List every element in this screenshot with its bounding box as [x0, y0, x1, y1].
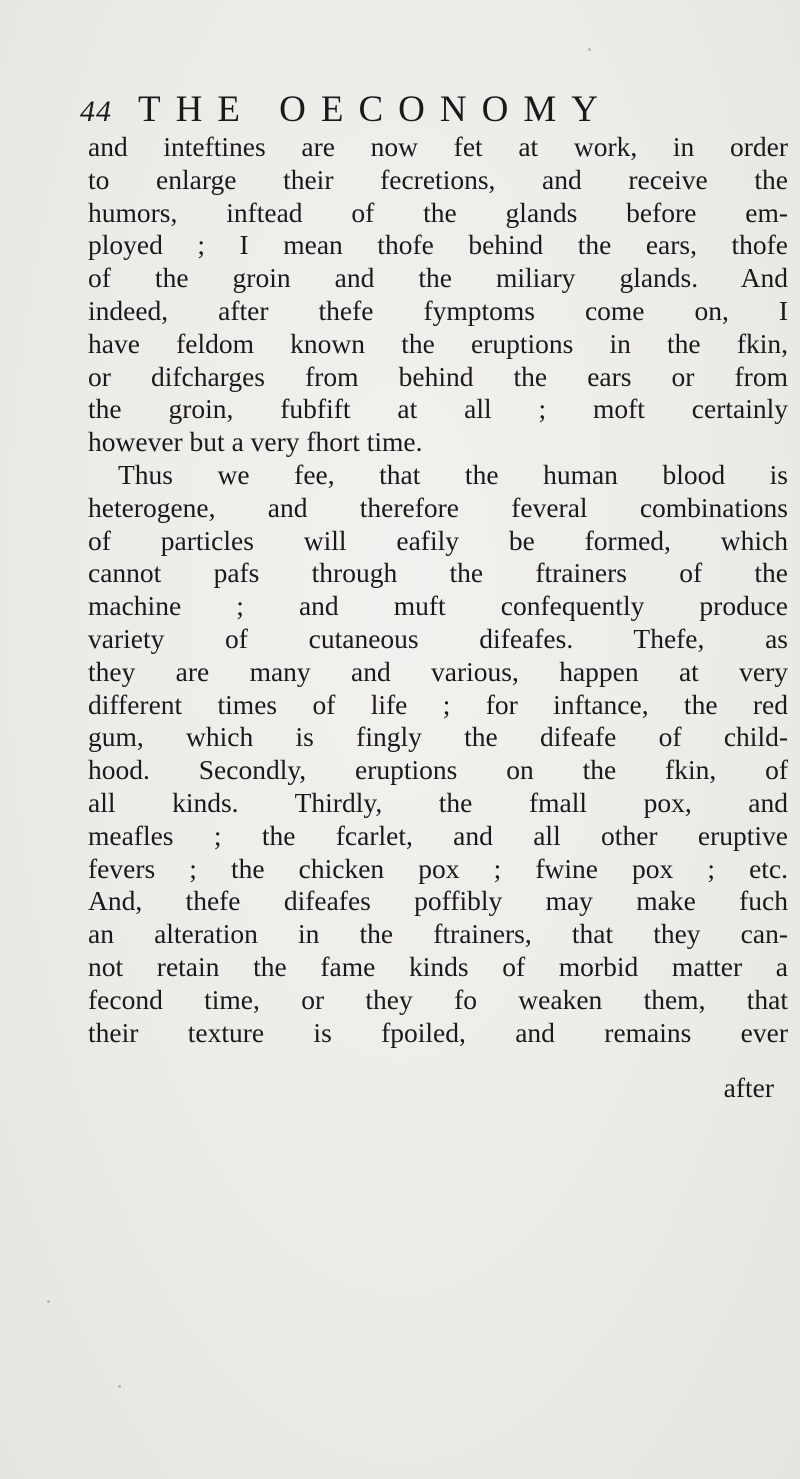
body-text	[88, 131, 788, 1049]
text-line: to enlarge their fecretions, and receive the	[88, 163, 788, 195]
text-line: of particles will eafily be formed, which	[88, 524, 788, 556]
text-line: have feldom known the eruptions in the fkin,	[88, 327, 788, 359]
text-line: meafles ; the fcarlet, and all other eruptive	[88, 819, 788, 851]
text-line: And, thefe difeafes poffibly may make fuch	[88, 885, 788, 917]
text-line: all kinds. Thirdly, the fmall pox, and	[88, 786, 788, 818]
text-line: they are many and various, happen at very	[88, 655, 788, 687]
text-line: machine ; and muft confequently produce	[88, 590, 788, 622]
text-line: of the groin and the miliary glands. And	[88, 262, 788, 294]
text-line: their texture is fpoiled, and remains ever	[88, 1016, 788, 1048]
text-line: fevers ; the chicken pox ; fwine pox ; etc.	[88, 852, 788, 884]
text-line: ployed ; I mean thofe behind the ears, thofe	[88, 229, 788, 261]
text-line: humors, inftead of the glands before em-	[88, 196, 788, 228]
text-line: the groin, fubfift at all ; moft certainly	[88, 393, 788, 425]
text-line: however but a very fhort time.	[88, 426, 423, 458]
running-head: THE OECONOMY	[138, 89, 613, 130]
text-line: heterogene, and therefore feveral combinations	[88, 491, 788, 523]
text-line: hood. Secondly, eruptions on the fkin, of	[88, 754, 788, 786]
text-line: Thus we fee, that the human blood is	[118, 458, 788, 490]
text-line: cannot pafs through the ftrainers of the	[88, 557, 788, 589]
text-line: an alteration in the ftrainers, that they can-	[88, 918, 788, 950]
text-line: gum, which is fingly the difeafe of child-	[88, 721, 788, 753]
text-line: variety of cutaneous difeafes. Thefe, as	[88, 622, 788, 654]
text-line: fecond time, or they fo weaken them, that	[88, 983, 788, 1015]
paper-speck	[47, 1300, 50, 1303]
text-line: or difcharges from behind the ears or from	[88, 360, 788, 392]
paper-speck	[588, 48, 591, 51]
text-line: not retain the fame kinds of morbid matter a	[88, 950, 788, 982]
page-number: 44	[80, 95, 112, 128]
text-line: different times of life ; for inftance, the red	[88, 688, 788, 720]
text-line: and inteftines are now fet at work, in order	[88, 131, 788, 162]
paper-speck	[118, 1385, 121, 1388]
text-line: indeed, after thefe fymptoms come on, I	[88, 294, 788, 326]
catchword: after	[723, 1072, 774, 1103]
